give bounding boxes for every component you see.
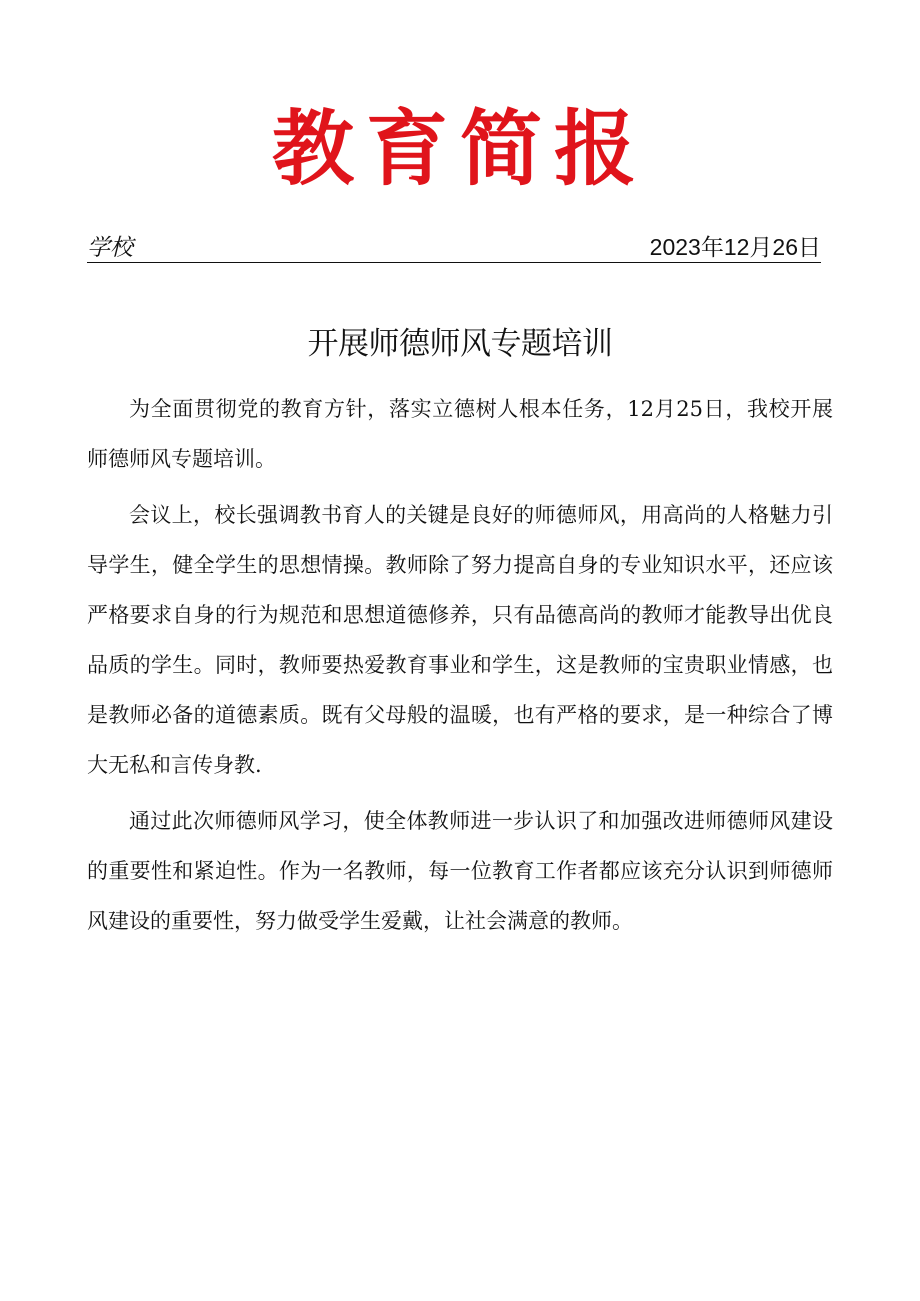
paragraph: 会议上，校长强调教书育人的关键是良好的师德师风，用高尚的人格魅力引导学生，健全学生的思想情操。教师除了努力提高自身的专业知识水平，还应该严格要求自身的行为规范和思想道德修养，只有品德高尚的教师才能教导出优良品质的学生。同时，教师要热爱教育事业和学生，这是教师的宝贵职业情感，也是教师必备的道德素质。既有父母般的温暖，也有严格的要求，是一种综合了博大无私和言传身教. — [87, 503, 833, 777]
article-body — [87, 384, 833, 952]
article-headline: 开展师德师风专题培训 — [307, 326, 613, 362]
issue-date: 2023年12月26日 — [649, 234, 821, 260]
paragraph: 通过此次师德师风学习，使全体教师进一步认识了和加强改进师德师风建设的重要性和紧迫性。作为一名教师，每一位教育工作者都应该充分认识到师德师风建设的重要性，努力做受学生爱戴，让社会满意的教师。 — [87, 809, 833, 933]
paragraph: 为全面贯彻党的教育方针，落实立德树人根本任务，12月25日，我校开展师德师风专题培训。 — [87, 397, 833, 471]
meta-row — [87, 232, 821, 263]
school-label: 学校 — [87, 235, 133, 261]
masthead-title: 教育简报 — [271, 101, 648, 197]
